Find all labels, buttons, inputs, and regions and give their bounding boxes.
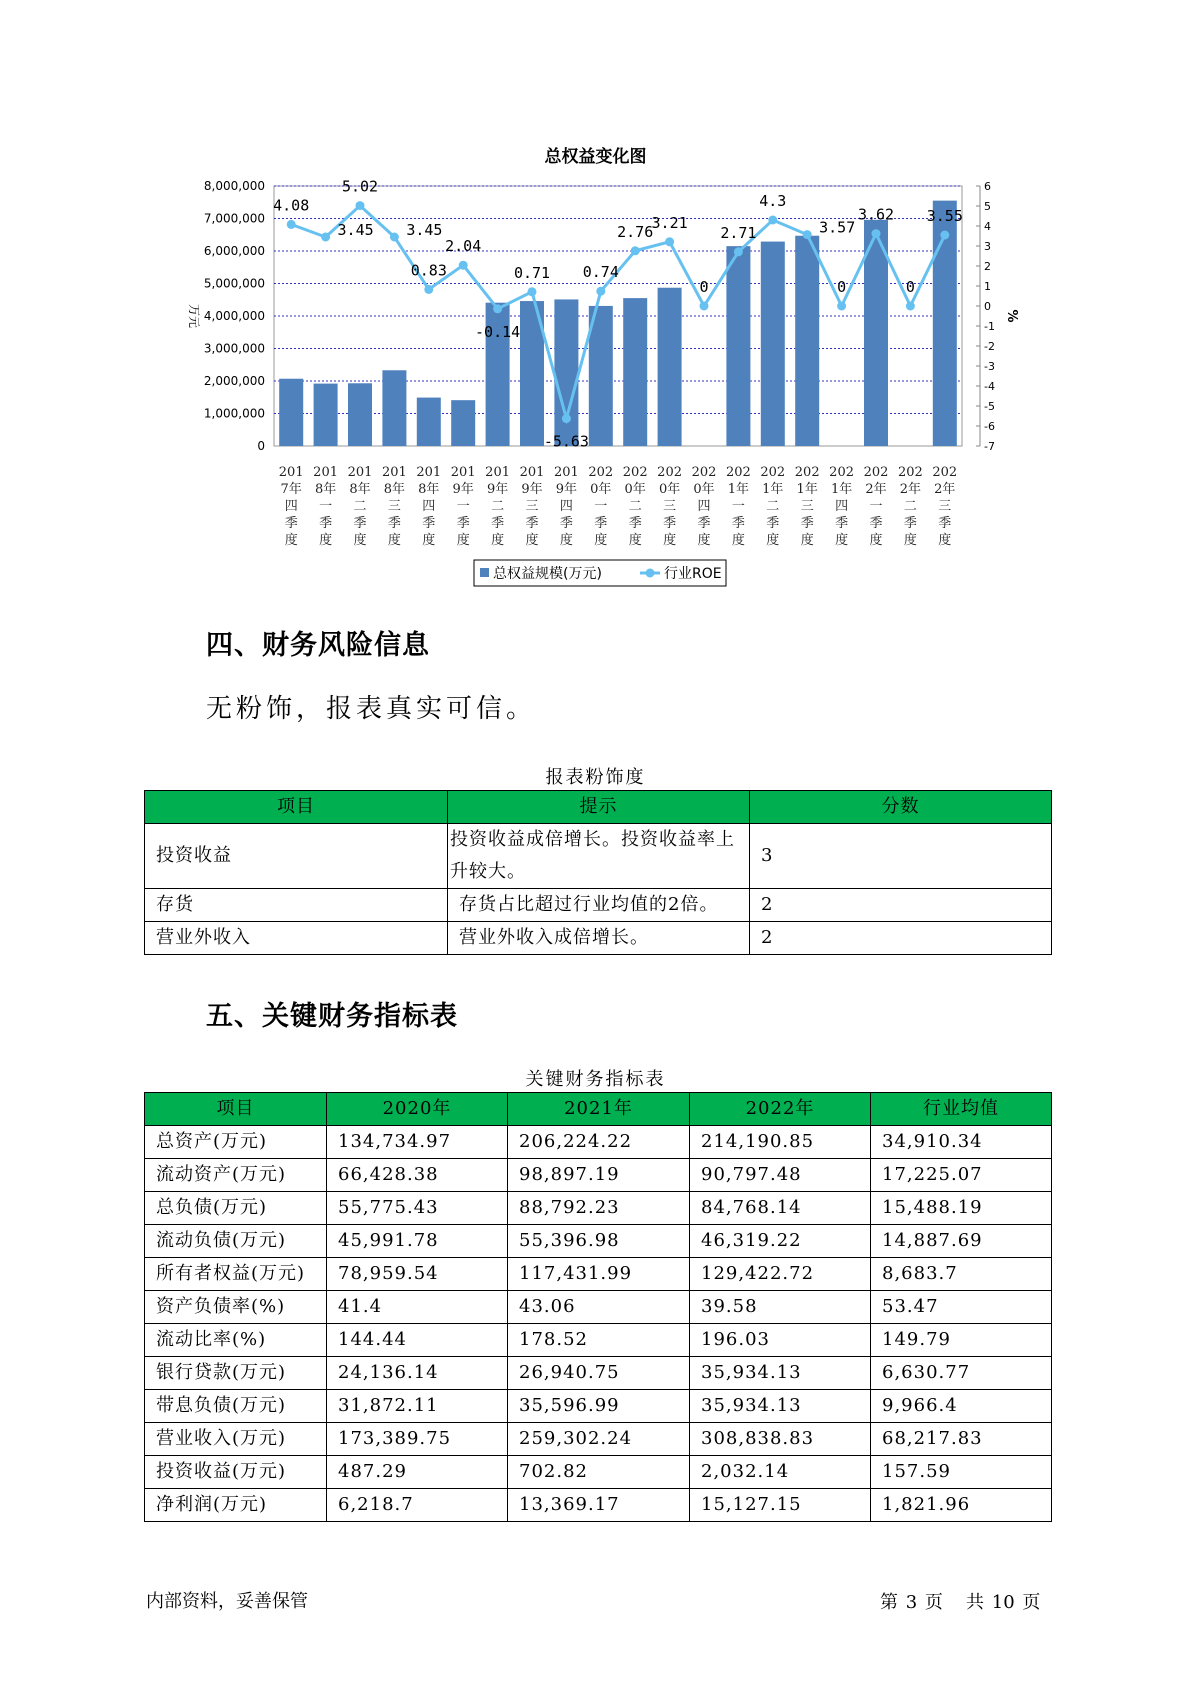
x-category-label: 四 bbox=[559, 499, 573, 514]
column-header: 分数 bbox=[750, 791, 1052, 824]
indicator-table bbox=[144, 1092, 1052, 1522]
x-category-label: 1年 bbox=[796, 482, 818, 497]
roe-data-label: -0.14 bbox=[475, 322, 521, 341]
y2-axis-title: % bbox=[1004, 309, 1019, 323]
roe-point bbox=[631, 246, 640, 255]
y-tick-label: 3,000,000 bbox=[203, 341, 265, 356]
footer-confidential-note: 内部资料，妥善保管 bbox=[146, 1591, 308, 1612]
bar-total-equity bbox=[658, 288, 682, 446]
x-category-label: 度 bbox=[387, 533, 401, 548]
table-cell: 6,218.7 bbox=[327, 1489, 508, 1522]
x-category-label: 201 bbox=[485, 465, 511, 480]
x-category-label: 度 bbox=[663, 533, 677, 548]
page-number: 第 3 页 共 10 页 bbox=[880, 1592, 1041, 1613]
legend-bar-swatch bbox=[480, 568, 489, 577]
x-category-label: 7年 bbox=[280, 482, 302, 497]
x-category-label: 201 bbox=[347, 465, 373, 480]
table-cell: 26,940.75 bbox=[508, 1357, 690, 1390]
y2-tick-label: -7 bbox=[984, 440, 995, 453]
table-cell: 14,887.69 bbox=[871, 1225, 1052, 1258]
x-category-label: 202 bbox=[622, 465, 648, 480]
x-category-label: 度 bbox=[800, 533, 814, 548]
y2-tick-label: 3 bbox=[984, 240, 991, 253]
roe-point bbox=[700, 302, 709, 311]
roe-data-label: 3.62 bbox=[857, 205, 895, 224]
x-category-label: 202 bbox=[588, 465, 614, 480]
x-category-label: 度 bbox=[766, 533, 780, 548]
indicator-table-caption: 关键财务指标表 bbox=[525, 1069, 666, 1090]
x-category-label: 季 bbox=[766, 516, 780, 531]
table-cell: 15,127.15 bbox=[690, 1489, 871, 1522]
table-cell: 投资收益(万元) bbox=[145, 1456, 327, 1489]
table-cell: 13,369.17 bbox=[508, 1489, 690, 1522]
x-category-label: 季 bbox=[800, 516, 814, 531]
roe-point bbox=[872, 229, 881, 238]
x-category-label: 202 bbox=[829, 465, 855, 480]
table-cell: 净利润(万元) bbox=[145, 1489, 327, 1522]
bar-total-equity bbox=[279, 379, 303, 446]
table-row bbox=[145, 1192, 1052, 1225]
y-tick-label: 4,000,000 bbox=[203, 309, 265, 323]
roe-data-label: 4.08 bbox=[273, 196, 310, 215]
table-cell: 2 bbox=[750, 922, 1052, 955]
x-category-label: 季 bbox=[456, 516, 470, 531]
column-header: 项目 bbox=[145, 1093, 327, 1126]
x-category-label: 度 bbox=[353, 533, 367, 548]
x-category-label: 季 bbox=[869, 516, 883, 531]
roe-point bbox=[493, 304, 502, 313]
table-cell: 214,190.85 bbox=[690, 1126, 871, 1159]
section4-heading: 四、财务风险信息 bbox=[206, 630, 430, 661]
x-category-label: 季 bbox=[559, 516, 573, 531]
x-category-label: 二 bbox=[903, 499, 917, 514]
x-category-label: 度 bbox=[903, 533, 917, 548]
x-category-label: 四 bbox=[835, 499, 849, 514]
x-category-label: 度 bbox=[491, 533, 505, 548]
table-cell: 营业外收入 bbox=[145, 922, 448, 955]
bar-total-equity bbox=[382, 370, 406, 446]
x-category-label: 四 bbox=[697, 499, 711, 514]
roe-point bbox=[768, 216, 777, 225]
roe-point bbox=[459, 261, 468, 270]
x-category-label: 季 bbox=[594, 516, 608, 531]
x-category-label: 季 bbox=[353, 516, 367, 531]
bar-total-equity bbox=[761, 242, 785, 446]
table-cell: 702.82 bbox=[508, 1456, 690, 1489]
table-cell: 34,910.34 bbox=[871, 1126, 1052, 1159]
roe-point bbox=[596, 287, 605, 296]
x-category-label: 度 bbox=[456, 533, 470, 548]
table-cell: 117,431.99 bbox=[508, 1258, 690, 1291]
table-cell: 35,934.13 bbox=[690, 1357, 871, 1390]
x-category-label: 季 bbox=[938, 516, 952, 531]
y-tick-label: 0 bbox=[257, 439, 265, 453]
column-header: 项目 bbox=[145, 791, 448, 824]
roe-data-label: 2.04 bbox=[445, 237, 482, 256]
table-cell: 存货 bbox=[145, 889, 448, 922]
roe-point bbox=[837, 302, 846, 311]
table-cell: 35,596.99 bbox=[508, 1390, 690, 1423]
x-category-label: 度 bbox=[594, 533, 608, 548]
bar-total-equity bbox=[451, 400, 475, 446]
roe-data-label: 3.55 bbox=[926, 207, 963, 225]
x-category-label: 季 bbox=[903, 516, 917, 531]
y2-tick-label: 0 bbox=[984, 300, 991, 313]
x-category-label: 季 bbox=[422, 516, 436, 531]
x-category-label: 0年 bbox=[624, 482, 646, 497]
roe-point bbox=[287, 220, 296, 229]
table-cell: 43.06 bbox=[508, 1291, 690, 1324]
table-cell: 259,302.24 bbox=[508, 1423, 690, 1456]
x-category-label: 2年 bbox=[865, 482, 887, 497]
x-category-label: 度 bbox=[835, 533, 849, 548]
table-row bbox=[145, 824, 1052, 889]
table-cell: 流动比率(%) bbox=[145, 1324, 327, 1357]
table-row bbox=[145, 1324, 1052, 1357]
x-category-label: 201 bbox=[450, 465, 476, 480]
roe-data-label: 2.71 bbox=[720, 223, 757, 242]
table-cell: 53.47 bbox=[871, 1291, 1052, 1324]
x-category-label: 度 bbox=[422, 533, 436, 548]
x-category-label: 9年 bbox=[452, 482, 474, 497]
x-category-label: 度 bbox=[938, 533, 952, 548]
table-cell: 所有者权益(万元) bbox=[145, 1258, 327, 1291]
roe-data-label: 5.02 bbox=[341, 177, 379, 196]
y-tick-label: 8,000,000 bbox=[203, 179, 265, 193]
table-cell: 88,792.23 bbox=[508, 1192, 690, 1225]
roe-point bbox=[390, 233, 399, 242]
x-category-label: 度 bbox=[559, 533, 573, 548]
table-header-row bbox=[145, 1093, 1052, 1126]
table-cell: 总资产(万元) bbox=[145, 1126, 327, 1159]
column-header: 行业均值 bbox=[871, 1093, 1052, 1126]
table-cell: 68,217.83 bbox=[871, 1423, 1052, 1456]
x-category-label: 202 bbox=[932, 465, 958, 480]
x-category-label: 201 bbox=[381, 465, 407, 480]
roe-point bbox=[940, 231, 949, 240]
table-cell: 带息负债(万元) bbox=[145, 1390, 327, 1423]
y2-tick-label: -2 bbox=[984, 340, 995, 353]
x-category-label: 202 bbox=[691, 465, 717, 480]
table-cell: 66,428.38 bbox=[327, 1159, 508, 1192]
roe-point bbox=[528, 287, 537, 296]
legend-bar-label: 总权益规模(万元) bbox=[493, 566, 602, 582]
x-category-label: 季 bbox=[628, 516, 642, 531]
x-category-label: 9年 bbox=[486, 482, 509, 497]
table-cell: 55,396.98 bbox=[508, 1225, 690, 1258]
roe-data-label: 0.71 bbox=[513, 263, 551, 282]
equity-chart bbox=[0, 0, 1191, 600]
table-cell: 41.4 bbox=[327, 1291, 508, 1324]
table-cell: 178.52 bbox=[508, 1324, 690, 1357]
bar-total-equity bbox=[795, 236, 819, 446]
legend-line-marker bbox=[646, 569, 655, 578]
roe-point bbox=[356, 201, 365, 210]
legend-line-label: 行业ROE bbox=[664, 566, 722, 582]
y2-tick-label: -4 bbox=[984, 380, 995, 393]
y2-tick-label: 2 bbox=[984, 260, 991, 273]
table-cell: 31,872.11 bbox=[327, 1390, 508, 1423]
table-cell: 157.59 bbox=[871, 1456, 1052, 1489]
table-cell: 144.44 bbox=[327, 1324, 508, 1357]
table-cell: 129,422.72 bbox=[690, 1258, 871, 1291]
bar-total-equity bbox=[314, 384, 338, 446]
y2-tick-label: -6 bbox=[984, 420, 995, 433]
roe-data-label: 3.45 bbox=[406, 221, 443, 239]
table-cell: 3 bbox=[750, 824, 1052, 889]
x-category-label: 季 bbox=[731, 516, 745, 531]
table-header-row bbox=[145, 791, 1052, 824]
roe-data-label: 4.3 bbox=[759, 192, 787, 210]
x-category-label: 一 bbox=[319, 499, 333, 514]
table-row bbox=[145, 1489, 1052, 1522]
x-category-label: 8年 bbox=[383, 482, 406, 497]
bar-total-equity bbox=[417, 398, 441, 446]
x-category-label: 9年 bbox=[521, 482, 543, 497]
table-cell: 196.03 bbox=[690, 1324, 871, 1357]
x-category-label: 一 bbox=[731, 499, 745, 514]
y-tick-label: 6,000,000 bbox=[203, 244, 265, 258]
x-category-label: 季 bbox=[387, 516, 401, 531]
roe-data-label: 2.76 bbox=[617, 222, 654, 241]
x-category-label: 二 bbox=[491, 499, 505, 514]
roe-data-label: 0 bbox=[837, 278, 847, 296]
x-category-label: 0年 bbox=[590, 482, 612, 497]
x-category-label: 三 bbox=[663, 499, 677, 514]
table-cell: 1,821.96 bbox=[871, 1489, 1052, 1522]
table-row bbox=[145, 889, 1052, 922]
x-category-label: 1年 bbox=[762, 482, 784, 497]
table-row bbox=[145, 1258, 1052, 1291]
table-cell: 206,224.22 bbox=[508, 1126, 690, 1159]
table-cell: 资产负债率(%) bbox=[145, 1291, 327, 1324]
whitewash-table-caption: 报表粉饰度 bbox=[545, 767, 646, 788]
table-cell: 6,630.77 bbox=[871, 1357, 1052, 1390]
x-category-label: 三 bbox=[800, 499, 814, 514]
x-category-label: 8年 bbox=[418, 482, 440, 497]
x-category-label: 度 bbox=[525, 533, 539, 548]
x-category-label: 四 bbox=[422, 499, 436, 514]
x-category-label: 季 bbox=[697, 516, 711, 531]
x-category-label: 202 bbox=[897, 465, 923, 480]
x-category-label: 季 bbox=[663, 516, 677, 531]
bar-total-equity bbox=[726, 246, 750, 446]
x-category-label: 度 bbox=[628, 533, 642, 548]
column-header: 提示 bbox=[448, 791, 750, 824]
x-category-label: 季 bbox=[835, 516, 849, 531]
table-cell: 2 bbox=[750, 889, 1052, 922]
y2-tick-label: 1 bbox=[984, 280, 991, 293]
x-category-label: 度 bbox=[731, 533, 745, 548]
x-category-label: 202 bbox=[725, 465, 751, 480]
x-category-label: 三 bbox=[525, 499, 539, 514]
table-cell: 银行贷款(万元) bbox=[145, 1357, 327, 1390]
table-row bbox=[145, 1456, 1052, 1489]
y-tick-label: 1,000,000 bbox=[203, 406, 265, 421]
roe-data-label: 0.83 bbox=[410, 261, 447, 280]
roe-point bbox=[562, 414, 571, 423]
y2-tick-label: -3 bbox=[984, 360, 995, 373]
y-axis-title: 万元 bbox=[187, 303, 201, 329]
y-tick-label: 2,000,000 bbox=[203, 374, 265, 388]
table-cell: 173,389.75 bbox=[327, 1423, 508, 1456]
x-category-label: 度 bbox=[284, 533, 298, 548]
x-category-label: 202 bbox=[760, 465, 786, 480]
x-category-label: 季 bbox=[319, 516, 333, 531]
x-category-label: 二 bbox=[766, 499, 780, 514]
chart-title: 总权益变化图 bbox=[544, 147, 647, 167]
x-category-label: 2年 bbox=[934, 482, 956, 497]
table-cell: 投资收益成倍增长。投资收益率上升较大。 bbox=[448, 824, 750, 889]
x-category-label: 201 bbox=[416, 465, 442, 480]
table-row bbox=[145, 1390, 1052, 1423]
x-category-label: 季 bbox=[525, 516, 539, 531]
y2-tick-label: -5 bbox=[984, 400, 995, 413]
x-category-label: 1年 bbox=[830, 482, 853, 497]
x-category-label: 度 bbox=[319, 533, 333, 548]
roe-point bbox=[321, 233, 330, 242]
section4-text: 无粉饰，报表真实可信。 bbox=[206, 694, 537, 724]
column-header: 2021年 bbox=[508, 1093, 690, 1126]
table-cell: 24,136.14 bbox=[327, 1357, 508, 1390]
x-category-label: 0年 bbox=[693, 482, 715, 497]
table-cell: 2,032.14 bbox=[690, 1456, 871, 1489]
y2-tick-label: 6 bbox=[984, 180, 991, 193]
table-cell: 78,959.54 bbox=[327, 1258, 508, 1291]
column-header: 2022年 bbox=[690, 1093, 871, 1126]
x-category-label: 202 bbox=[657, 465, 683, 480]
table-cell: 55,775.43 bbox=[327, 1192, 508, 1225]
section5-heading: 五、关键财务指标表 bbox=[206, 1001, 458, 1032]
x-category-label: 201 bbox=[313, 465, 339, 480]
x-category-label: 202 bbox=[794, 465, 820, 480]
roe-point bbox=[734, 247, 743, 256]
y2-tick-label: 4 bbox=[984, 220, 991, 233]
table-cell: 营业收入(万元) bbox=[145, 1423, 327, 1456]
table-cell: 17,225.07 bbox=[871, 1159, 1052, 1192]
x-category-label: 9年 bbox=[555, 482, 578, 497]
table-cell: 35,934.13 bbox=[690, 1390, 871, 1423]
y2-tick-label: 5 bbox=[984, 200, 991, 213]
table-row bbox=[145, 1357, 1052, 1390]
roe-data-label: 3.45 bbox=[337, 221, 374, 239]
x-category-label: 度 bbox=[697, 533, 711, 548]
y-tick-label: 5,000,000 bbox=[203, 276, 265, 291]
x-category-label: 202 bbox=[863, 465, 889, 480]
table-cell: 308,838.83 bbox=[690, 1423, 871, 1456]
x-category-label: 季 bbox=[284, 516, 298, 531]
table-cell: 8,683.7 bbox=[871, 1258, 1052, 1291]
table-cell: 84,768.14 bbox=[690, 1192, 871, 1225]
y2-tick-label: -1 bbox=[984, 320, 995, 333]
table-cell: 总负债(万元) bbox=[145, 1192, 327, 1225]
table-cell: 投资收益 bbox=[145, 824, 448, 889]
bar-total-equity bbox=[348, 383, 372, 446]
table-cell: 90,797.48 bbox=[690, 1159, 871, 1192]
whitewash-table bbox=[144, 790, 1052, 955]
table-cell: 134,734.97 bbox=[327, 1126, 508, 1159]
roe-data-label: 3.57 bbox=[819, 218, 856, 237]
x-category-label: 201 bbox=[278, 465, 304, 480]
table-cell: 流动资产(万元) bbox=[145, 1159, 327, 1192]
x-category-label: 三 bbox=[938, 499, 952, 514]
table-cell: 15,488.19 bbox=[871, 1192, 1052, 1225]
x-category-label: 201 bbox=[553, 465, 579, 480]
x-category-label: 1年 bbox=[727, 482, 750, 497]
x-category-label: 二 bbox=[628, 499, 642, 514]
table-cell: 营业外收入成倍增长。 bbox=[448, 922, 750, 955]
roe-point bbox=[424, 285, 433, 294]
x-category-label: 三 bbox=[387, 499, 401, 514]
table-row bbox=[145, 1291, 1052, 1324]
table-cell: 45,991.78 bbox=[327, 1225, 508, 1258]
table-cell: 98,897.19 bbox=[508, 1159, 690, 1192]
roe-data-label: 0.74 bbox=[582, 263, 619, 282]
table-cell: 487.29 bbox=[327, 1456, 508, 1489]
column-header: 2020年 bbox=[327, 1093, 508, 1126]
roe-data-label: 3.21 bbox=[651, 213, 688, 232]
roe-point bbox=[906, 302, 915, 311]
x-category-label: 一 bbox=[869, 499, 883, 514]
roe-data-label: -5.63 bbox=[543, 432, 589, 451]
table-row bbox=[145, 1225, 1052, 1258]
x-category-label: 8年 bbox=[314, 482, 337, 497]
x-category-label: 一 bbox=[456, 499, 470, 514]
x-category-label: 季 bbox=[491, 516, 505, 531]
table-row bbox=[145, 1423, 1052, 1456]
roe-point bbox=[803, 230, 812, 239]
roe-data-label: 0 bbox=[699, 278, 709, 296]
table-cell: 9,966.4 bbox=[871, 1390, 1052, 1423]
table-row bbox=[145, 1159, 1052, 1192]
table-cell: 39.58 bbox=[690, 1291, 871, 1324]
roe-data-label: 0 bbox=[905, 278, 915, 296]
x-category-label: 二 bbox=[353, 499, 367, 514]
table-cell: 存货占比超过行业均值的2倍。 bbox=[448, 889, 750, 922]
bar-total-equity bbox=[623, 298, 647, 446]
x-category-label: 2年 bbox=[899, 482, 922, 497]
y-tick-label: 7,000,000 bbox=[203, 211, 265, 226]
x-category-label: 0年 bbox=[658, 482, 681, 497]
table-cell: 149.79 bbox=[871, 1324, 1052, 1357]
x-category-label: 201 bbox=[519, 465, 545, 480]
roe-point bbox=[665, 237, 674, 246]
x-category-label: 8年 bbox=[349, 482, 371, 497]
x-category-label: 四 bbox=[284, 499, 298, 514]
table-row bbox=[145, 1126, 1052, 1159]
x-category-label: 度 bbox=[869, 533, 883, 548]
table-row bbox=[145, 922, 1052, 955]
table-cell: 流动负债(万元) bbox=[145, 1225, 327, 1258]
x-category-label: 一 bbox=[594, 499, 608, 514]
table-cell: 46,319.22 bbox=[690, 1225, 871, 1258]
